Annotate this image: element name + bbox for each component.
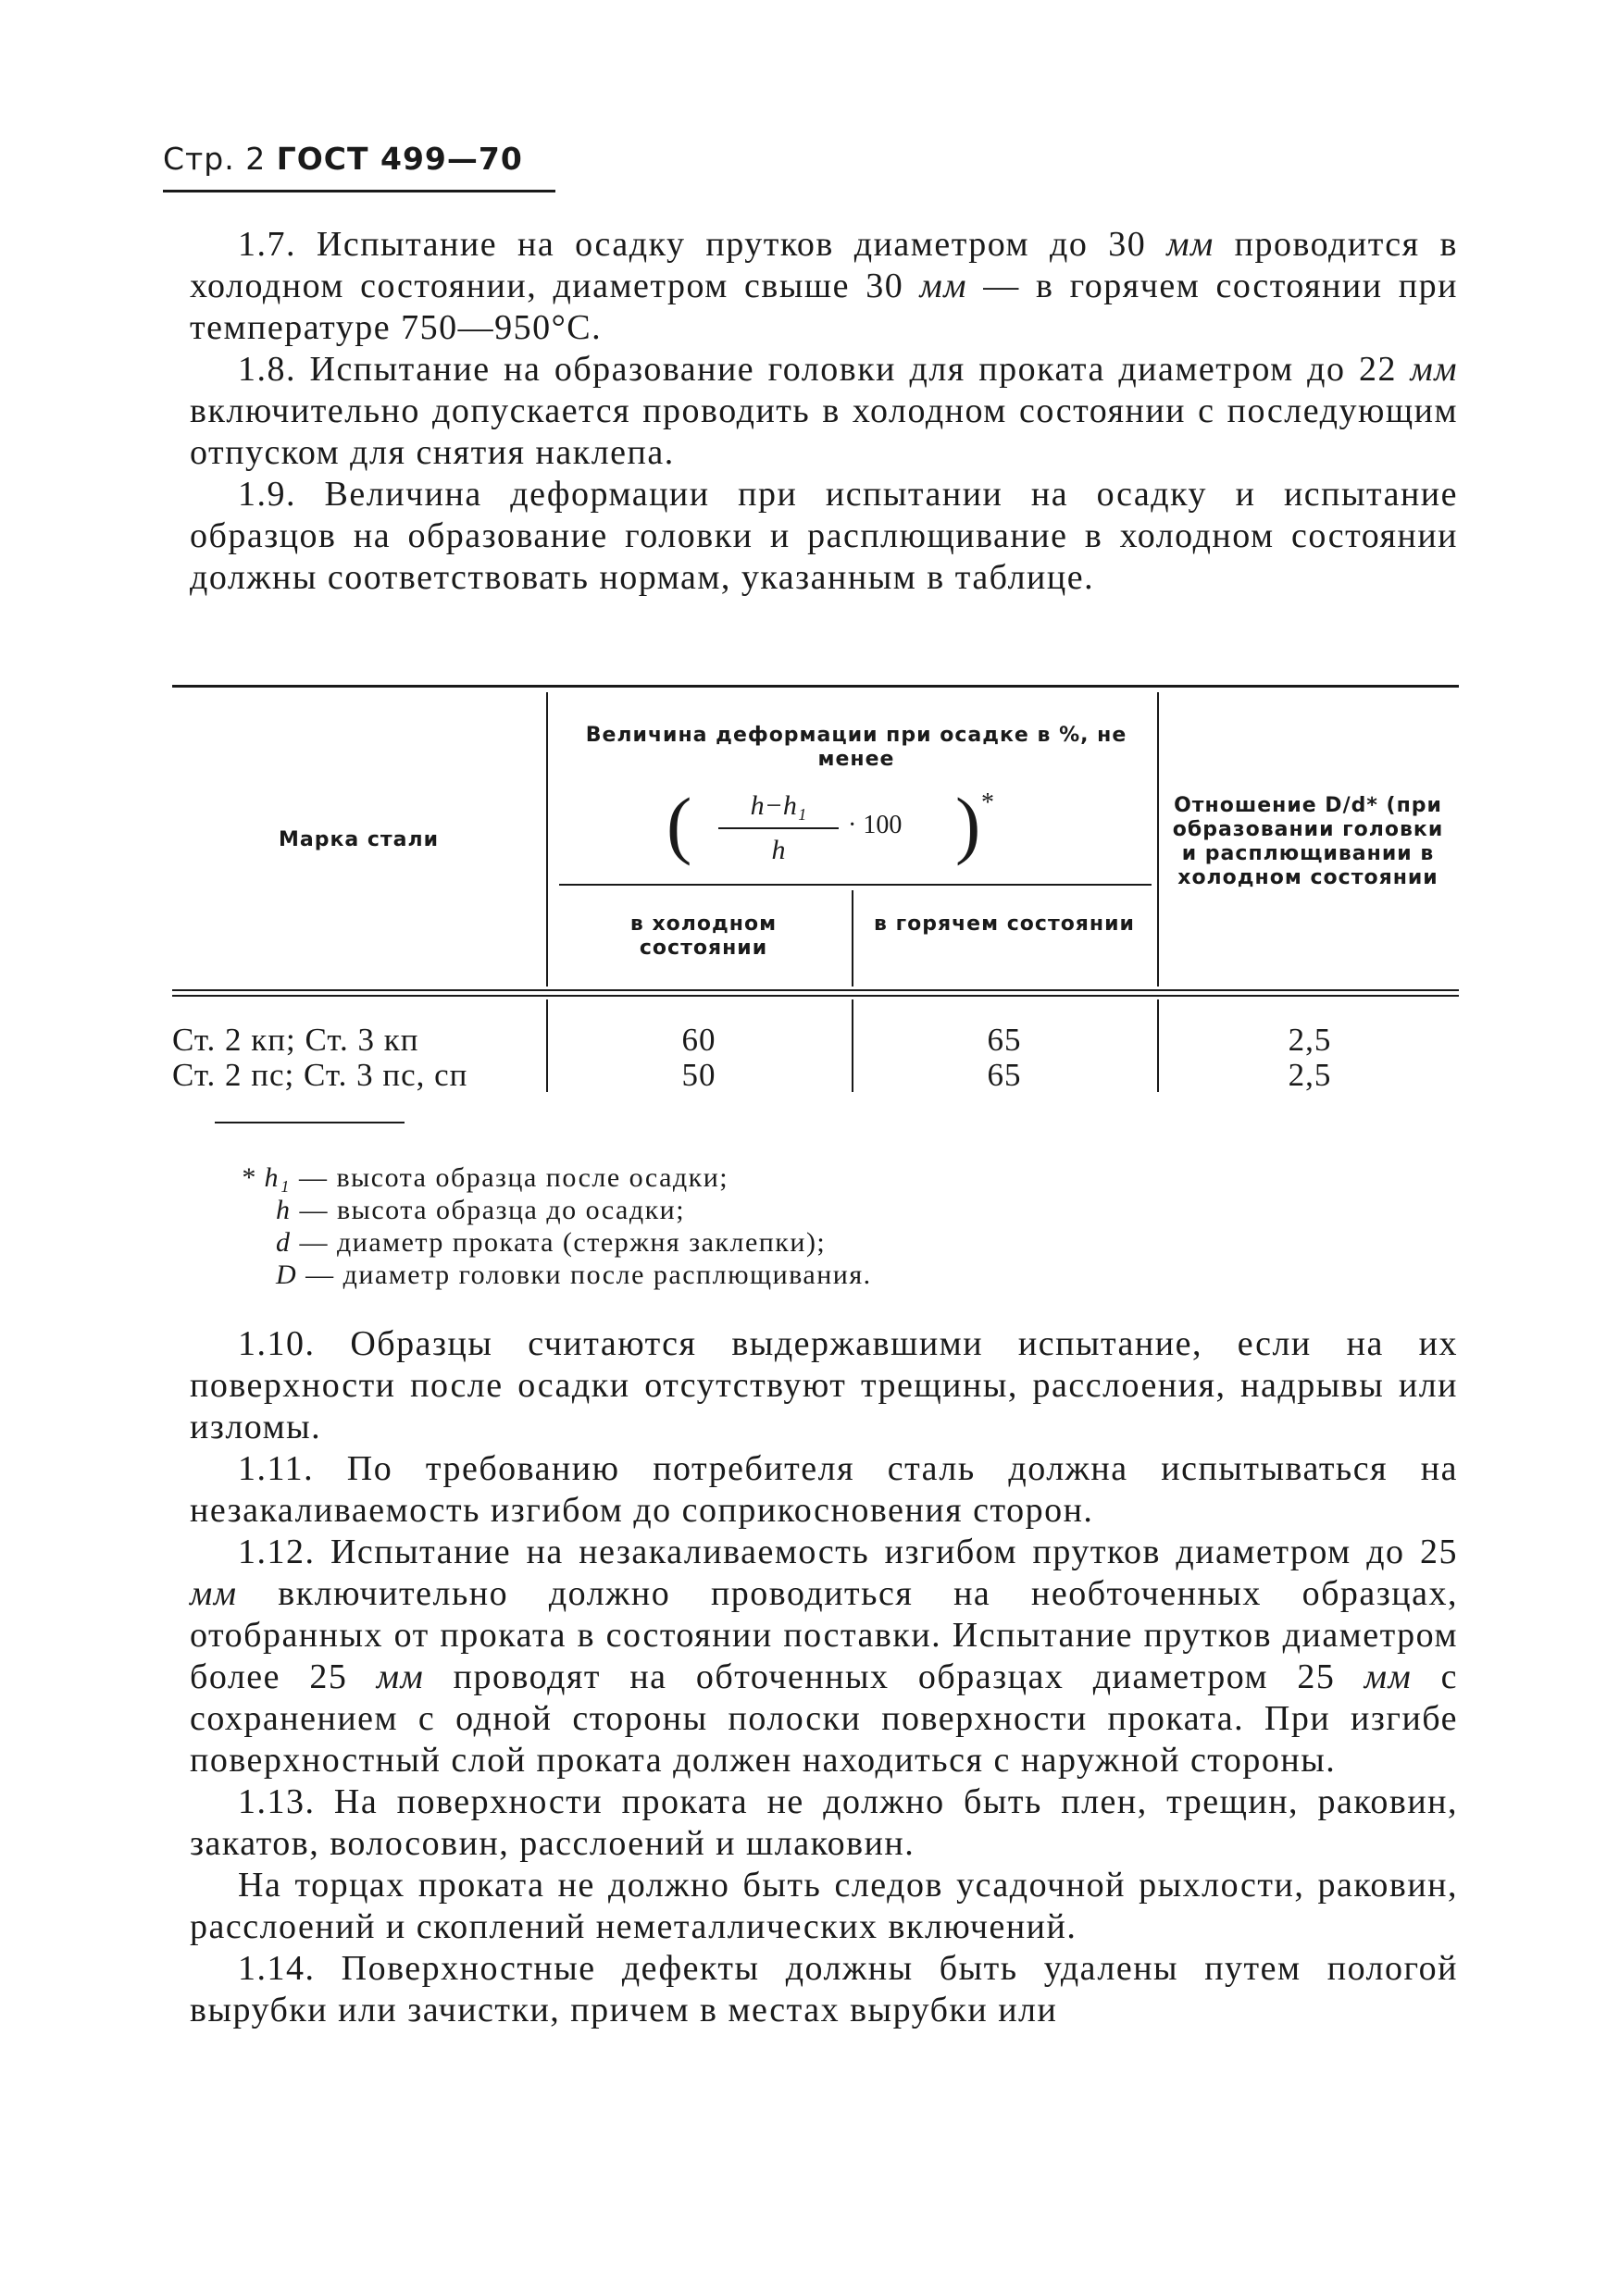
table-cell-hot: 65 xyxy=(987,1057,1022,1093)
standard-number: ГОСТ 499—70 xyxy=(276,141,523,177)
table-top-rule xyxy=(172,685,1459,688)
column-header-deformation: Величина деформации при осадке в %, не менее xyxy=(585,724,1127,771)
formula-left-paren: ( xyxy=(666,782,692,866)
table-cell-cold: 50 xyxy=(681,1057,716,1093)
footnote-h1: * h₁ — высота образца после осадки; xyxy=(241,1162,729,1193)
column-header-grade: Марка стали xyxy=(278,828,440,851)
formula-asterisk: * xyxy=(981,788,994,817)
column-header-cold: в холодном состоянии xyxy=(629,912,778,960)
table-header-rule-2 xyxy=(172,995,1459,997)
formula-denominator: h xyxy=(771,835,786,865)
paragraph-1-10: 1.10. Образцы считаются выдержавшими испытание, если на их поверхности после осадки отсутствуют трещины, расслоения, надрывы или изломы. xyxy=(190,1324,1458,1446)
page-header xyxy=(163,141,523,177)
table-cell-ratio: 2,5 xyxy=(1288,1022,1332,1058)
column-header-ratio: Отношение D/d* (при образовании головки и расплющивании в холодном состоянии xyxy=(1172,794,1444,889)
table-cell-grade: Ст. 2 пс; Ст. 3 пс, сп xyxy=(172,1057,468,1093)
table-body-vline-3 xyxy=(1157,999,1159,1092)
table-cell-hot: 65 xyxy=(987,1022,1022,1058)
paragraph-1-12: 1.12. Испытание на незакаливаемость изгибом прутков диаметром до 25 мм включительно должно проводиться на необточенных образцах, отобранных от проката в состоянии поставки. Испытание прутков диаметром более 25 мм проводят на обточенных образцах диаметром 25 мм с сохранением с одной стороны полоски поверхности проката. При изгибе поверхностный слой проката должен находиться с наружной стороны. xyxy=(190,1533,1459,1780)
paragraph-1-8: 1.8. Испытание на образование головки для проката диаметром до 22 мм включительно допускается проводить в холодном состоянии с последующим отпуском для снятия наклепа. xyxy=(190,350,1458,472)
header-rule xyxy=(163,190,555,192)
footnote-h: h — высота образца до осадки; xyxy=(276,1195,686,1225)
page-number: Стр. 2 xyxy=(163,141,267,177)
footnote-rule xyxy=(215,1122,405,1123)
formula-fraction-bar xyxy=(718,827,839,829)
paragraph-1-11: 1.11. По требованию потребителя сталь должна испытываться на незакаливаемость изгибом до соприкосновения сторон. xyxy=(190,1449,1458,1530)
table-body-vline-1 xyxy=(546,999,548,1092)
table-vline-3 xyxy=(852,890,853,987)
formula-right-paren: ) xyxy=(955,782,981,866)
paragraph-1-14: 1.14. Поверхностные дефекты должны быть удалены путем пологой вырубки или зачистки, причем в местах вырубки или xyxy=(190,1949,1458,2029)
paragraph-1-13-b: На торцах проката не должно быть следов усадочной рыхлости, раковин, расслоений и скоплений неметаллических включений. xyxy=(190,1866,1458,1946)
text-block-lower xyxy=(190,1323,1458,2031)
paragraph-1-7: 1.7. Испытание на осадку прутков диаметром до 30 мм проводится в холодном состоянии, диаметром свыше 30 мм — в горячем состоянии при температуре 750—950°С. xyxy=(190,225,1458,347)
table-subheader-rule xyxy=(559,884,1152,886)
column-header-hot: в горячем состоянии xyxy=(874,912,1135,936)
paragraph-1-9: 1.9. Величина деформации при испытании на осадку и испытание образцов на образование головки и расплющивание в холодном состоянии должны соответствовать нормам, указанным в таблице. xyxy=(190,475,1458,597)
table-cell-ratio: 2,5 xyxy=(1288,1057,1332,1093)
table-vline-1 xyxy=(546,692,548,987)
text-block-upper xyxy=(190,224,1458,599)
footnote-D: D — диаметр головки после расплющивания. xyxy=(276,1260,872,1290)
footnote-d: d — диаметр проката (стержня заклепки); xyxy=(276,1227,827,1258)
table-body-vline-2 xyxy=(852,999,853,1092)
table-vline-2 xyxy=(1157,692,1159,987)
table-cell-cold: 60 xyxy=(681,1022,716,1058)
table-cell-grade: Ст. 2 кп; Ст. 3 кп xyxy=(172,1022,419,1058)
formula-multiplier: · 100 xyxy=(848,811,903,839)
formula-numerator: h−h₁ xyxy=(750,790,807,821)
deformation-formula xyxy=(666,782,1000,879)
paragraph-1-13: 1.13. На поверхности проката не должно быть плен, трещин, раковин, закатов, волосовин, расслоений и шлаковин. xyxy=(190,1782,1458,1863)
table-header-rule-1 xyxy=(172,989,1459,991)
